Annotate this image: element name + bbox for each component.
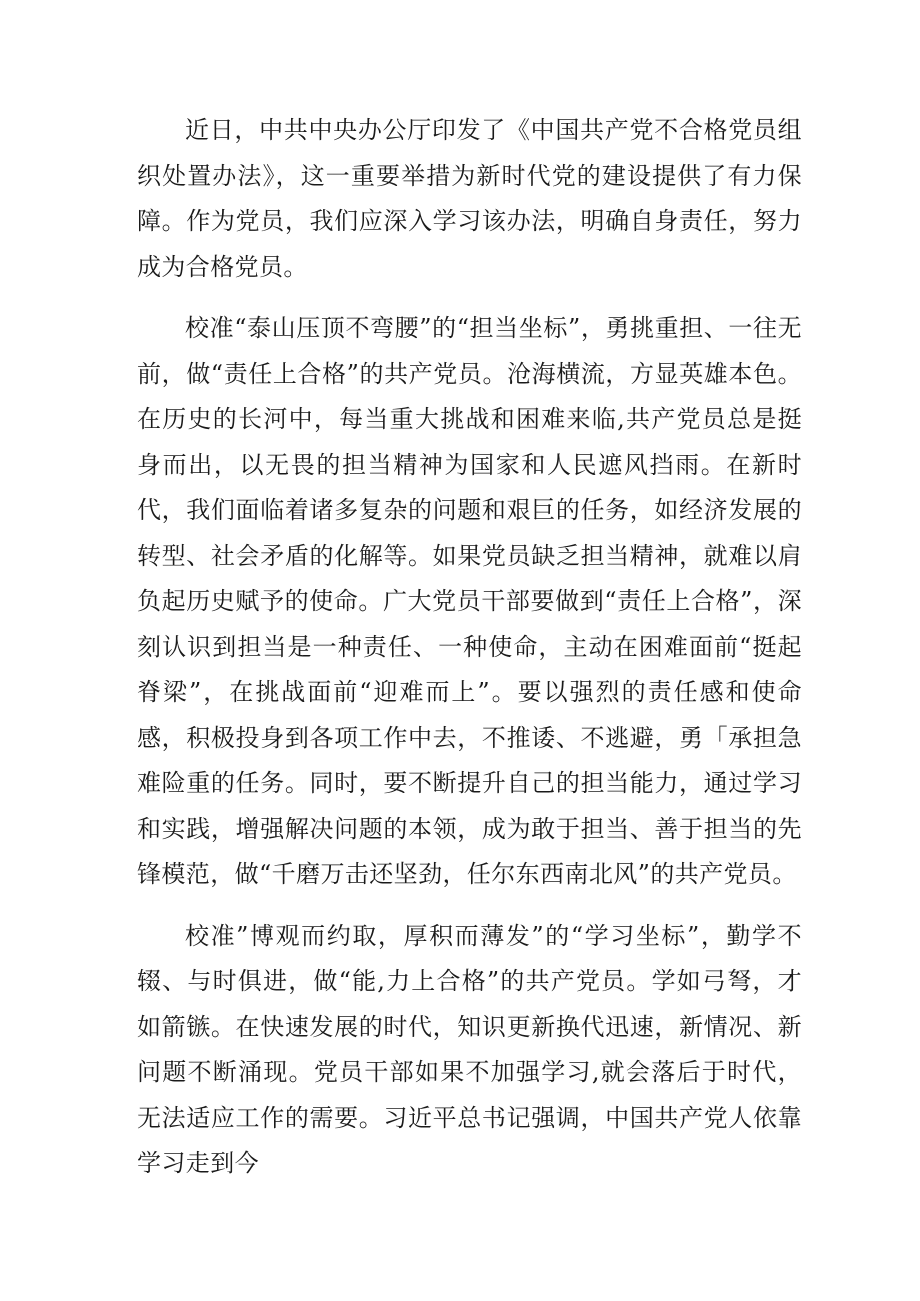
paragraph-learning: 校准”博观而约取，厚积而薄发”的“学习坐标”，勤学不辍、与时俱进，做“能,力上合格”的共产党员。学如弓弩，才如箭镞。在快速发展的时代，知识更新换代迅速，新情况、新问题不断涌现。党员干部如果不加强学习,就会落后于时代，无法适应工作的需要。习近平总书记强调，中国共产党人依靠学习走到今	[137, 921, 802, 1177]
paragraph-intro: 近日，中共中央办公厅印发了《中国共产党不合格党员组织处置办法》，这一重要举措为新时代党的建设提供了有力保障。作为党员，我们应深入学习该办法，明确自身责任，努力成为合格党员。	[137, 116, 802, 281]
document-body	[137, 108, 802, 1187]
paragraph-responsibility: 校准“泰山压顶不弯腰”的“担当坐标”，勇挑重担、一往无前，做“责任上合格”的共产党员。沧海横流，方显英雄本色。在历史的长河中，每当重大挑战和困难来临,共产党员总是挺身而出，以无畏的担当精神为国家和人民遮风挡雨。在新时代，我们面临着诸多复杂的问题和艰巨的任务，如经济发展的转型、社会矛盾的化解等。如果党员缺乏担当精神，就难以肩负起历史赋予的使命。广大党员干部要做到“责任上合格”，深刻认识到担当是一种责任、一种使命，主动在困难面前“挺起脊梁”，在挑战面前“迎难而上”。要以强烈的责任感和使命感，积极投身到各项工作中去，不推诿、不逃避，勇「承担急难险重的任务。同时，要不断提升自己的担当能力，通过学习和实践，增强解决问题的本领，成为敢于担当、善于担当的先锋模范，做“千磨万击还坚劲，任尔东西南北风”的共产党员。	[137, 314, 802, 888]
